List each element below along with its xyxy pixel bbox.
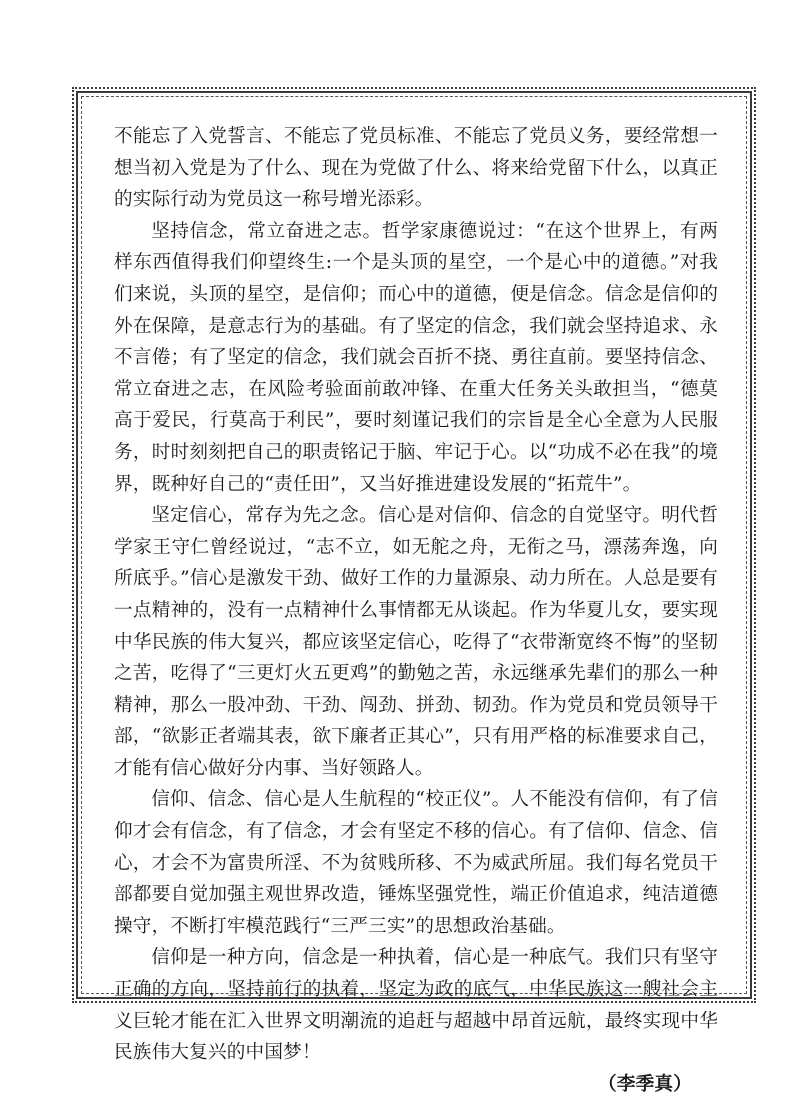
- paragraph-belief: 坚持信念，常立奋进之志。哲学家康德说过：“在这个世界上，有两样东西值得我们仰望终生:一个是头顶的星空，一个是心中的道德。”对我们来说，头顶的星空，是信仰；而心中的道德，便是信念。信念是信仰的外在保障，是意志行为的基础。有了坚定的信念，我们就会坚持追求、永不言倦；有了坚定的信念，我们就会百折不挠、勇往直前。要坚持信念、常立奋进之志，在风险考验面前敢冲锋、在重大任务关头敢担当，“德莫高于爱民，行莫高于利民”，要时刻谨记我们的宗旨是全心全意为人民服务，时时刻刻把自己的职责铭记于脑、牢记于心。以“功成不必在我”的境界，既种好自己的“责任田”，又当好推进建设发展的“拓荒牛”。: [114, 220, 718, 495]
- paragraph-continuation: 不能忘了入党誓言、不能忘了党员标准、不能忘了党员义务，要经常想一想当初入党是为了什么、现在为党做了什么、将来给党留下什么，以真正的实际行动为党员这一称号增光添彩。: [114, 126, 718, 211]
- article-body: [114, 121, 718, 1100]
- author-signature: （李季真）: [598, 1073, 692, 1095]
- paragraph-confidence: 坚定信心，常存为先之念。信心是对信仰、信念的自觉坚守。明代哲学家王守仁曾经说过，“志不立，如无舵之舟，无衔之马，漂荡奔逸，向所底乎。”信心是激发干劲、做好工作的力量源泉、动力所在。人总是要有一点精神的，没有一点精神什么事情都无从谈起。作为华夏儿女，要实现中华民族的伟大复兴，都应该坚定信心，吃得了“衣带渐宽终不悔”的坚韧之苦，吃得了“三更灯火五更鸡”的勤勉之苦，永远继承先辈们的那么一种精神，那么一股冲劲、干劲、闯劲、拼劲、韧劲。作为党员和党员领导干部，“欲影正者端其表，欲下廉者正其心”，只有用严格的标准要求自己，才能有信心做好分内事、当好领路人。: [114, 505, 718, 779]
- paragraph-calibrator: 信仰、信念、信心是人生航程的“校正仪”。人不能没有信仰，有了信仰才会有信念，有了信念，才会有坚定不移的信心。有了信仰、信念、信心，才会不为富贵所淫、不为贫贱所移、不为威武所屈。我们每名党员干部都要自觉加强主观世界改造，锤炼坚强党性，端正价值追求，纯洁道德操守，不断打牢模范践行“三严三实”的思想政治基础。: [114, 789, 718, 937]
- paragraph-conclusion: 信仰是一种方向，信念是一种执着，信心是一种底气。我们只有坚守正确的方向，坚持前行的执着，坚定为政的底气，中华民族这一艘社会主义巨轮才能在汇入世界文明潮流的追赶与超越中昂首远航，最终实现中华民族伟大复兴的中国梦！: [114, 947, 718, 1064]
